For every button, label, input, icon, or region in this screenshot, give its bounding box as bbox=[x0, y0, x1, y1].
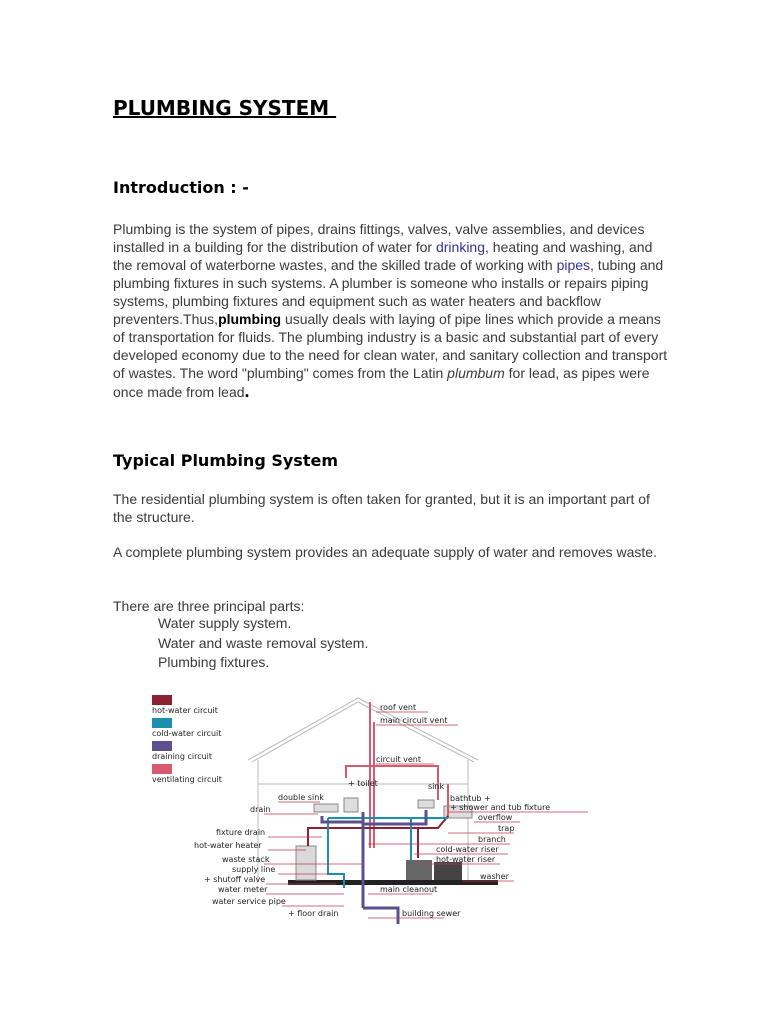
label-water-service-pipe: water service pipe bbox=[212, 897, 286, 906]
label-shutoff-valve: + shutoff valve bbox=[204, 875, 266, 884]
intro-paragraph bbox=[113, 220, 673, 401]
list-item: Plumbing fixtures. bbox=[158, 654, 270, 670]
washer-appliance bbox=[406, 860, 432, 880]
residential-paragraph: The residential plumbing system is often taken for granted, but it is an important part of the structure. bbox=[113, 491, 650, 525]
label-supply-line: supply line bbox=[232, 865, 276, 874]
cold-water-swatch bbox=[152, 718, 172, 728]
intro-end-period: . bbox=[244, 381, 250, 401]
label-toilet: + toilet bbox=[348, 779, 378, 788]
label-trap: trap bbox=[498, 824, 515, 833]
label-shower: + shower and tub fixture bbox=[450, 803, 551, 812]
plumbum-italic: plumbum bbox=[447, 365, 505, 381]
sink-fixture bbox=[418, 800, 434, 808]
label-overflow: overflow bbox=[478, 813, 513, 822]
typical-heading: Typical Plumbing System bbox=[113, 451, 338, 470]
toilet-fixture bbox=[344, 798, 358, 812]
label-waste-stack: waste stack bbox=[222, 855, 270, 864]
legend-ventilating-label: ventilating circuit bbox=[152, 775, 222, 784]
principal-parts-list bbox=[158, 614, 368, 673]
label-cold-water-riser: cold-water riser bbox=[436, 845, 499, 854]
intro-heading: Introduction : - bbox=[113, 178, 249, 197]
label-building-sewer: building sewer bbox=[402, 909, 461, 918]
doc-title: PLUMBING SYSTEM bbox=[113, 96, 337, 120]
label-main-cleanout: main cleanout bbox=[380, 885, 438, 894]
principal-parts-intro: There are three principal parts: bbox=[113, 598, 305, 614]
washer-tub bbox=[434, 862, 462, 880]
label-sink: sink bbox=[428, 782, 445, 791]
label-hot-water-heater: hot-water heater bbox=[194, 841, 262, 850]
label-bathtub: bathtub + bbox=[450, 794, 491, 803]
complete-system-paragraph: A complete plumbing system provides an adequate supply of water and removes waste. bbox=[113, 544, 657, 560]
label-branch: branch bbox=[478, 835, 506, 844]
diagram-legend bbox=[152, 695, 222, 784]
legend-hot-water-label: hot-water circuit bbox=[152, 706, 218, 715]
label-main-circuit-vent: main circuit vent bbox=[380, 716, 448, 725]
ventilating-swatch bbox=[152, 764, 172, 774]
label-fixture-drain: fixture drain bbox=[216, 828, 266, 837]
plumbing-bold: plumbing bbox=[218, 311, 282, 327]
diagram-labels bbox=[194, 703, 550, 918]
legend-cold-water-label: cold-water circuit bbox=[152, 729, 222, 738]
label-drain: drain bbox=[250, 805, 271, 814]
intro-text-1: Plumbing is the system of pipes, drains fittings, valves, valve assemblies, and devices installed in a building for the distribution of water for bbox=[113, 221, 645, 255]
pipes-link[interactable]: pipes bbox=[556, 257, 591, 273]
intro-text-5: for lead, as pipes were once made from lead bbox=[113, 365, 650, 400]
hot-water-swatch bbox=[152, 695, 172, 705]
water-heater-tank bbox=[296, 846, 316, 880]
double-sink-fixture bbox=[314, 804, 338, 812]
label-water-meter: water meter bbox=[218, 885, 268, 894]
intro-text-3: , tubing and plumbing fixtures in such systems. A plumber is someone who installs or repairs piping systems, plumbing fixtures and equipment such as water heaters and backflow preventers.Thus, bbox=[113, 257, 664, 327]
list-item: Water and waste removal system. bbox=[158, 634, 369, 651]
label-circuit-vent: circuit vent bbox=[376, 755, 421, 764]
drinking-link[interactable]: drinking bbox=[435, 239, 485, 255]
label-washer: washer bbox=[480, 872, 509, 881]
label-roof-vent: roof vent bbox=[380, 703, 417, 712]
legend-draining-label: draining circuit bbox=[152, 752, 213, 761]
intro-text-2: , heating and washing, and the removal of waterborne wastes, and the skilled trade of working with bbox=[113, 239, 653, 273]
plumbing-diagram bbox=[148, 688, 593, 924]
draining-swatch bbox=[152, 741, 172, 751]
label-floor-drain: + floor drain bbox=[288, 909, 339, 918]
list-item: Water supply system. bbox=[158, 615, 292, 631]
intro-text-4: usually deals with laying of pipe lines which provide a means of transportation for fluids. The plumbing industry is a basic and substantial part of every developed economy due to the need for clean water, and sanitary collection and transport of wastes. The word "plumbing" comes from the Latin bbox=[113, 311, 668, 381]
label-hot-water-riser: hot-water riser bbox=[436, 855, 496, 864]
label-double-sink: double sink bbox=[278, 793, 324, 802]
